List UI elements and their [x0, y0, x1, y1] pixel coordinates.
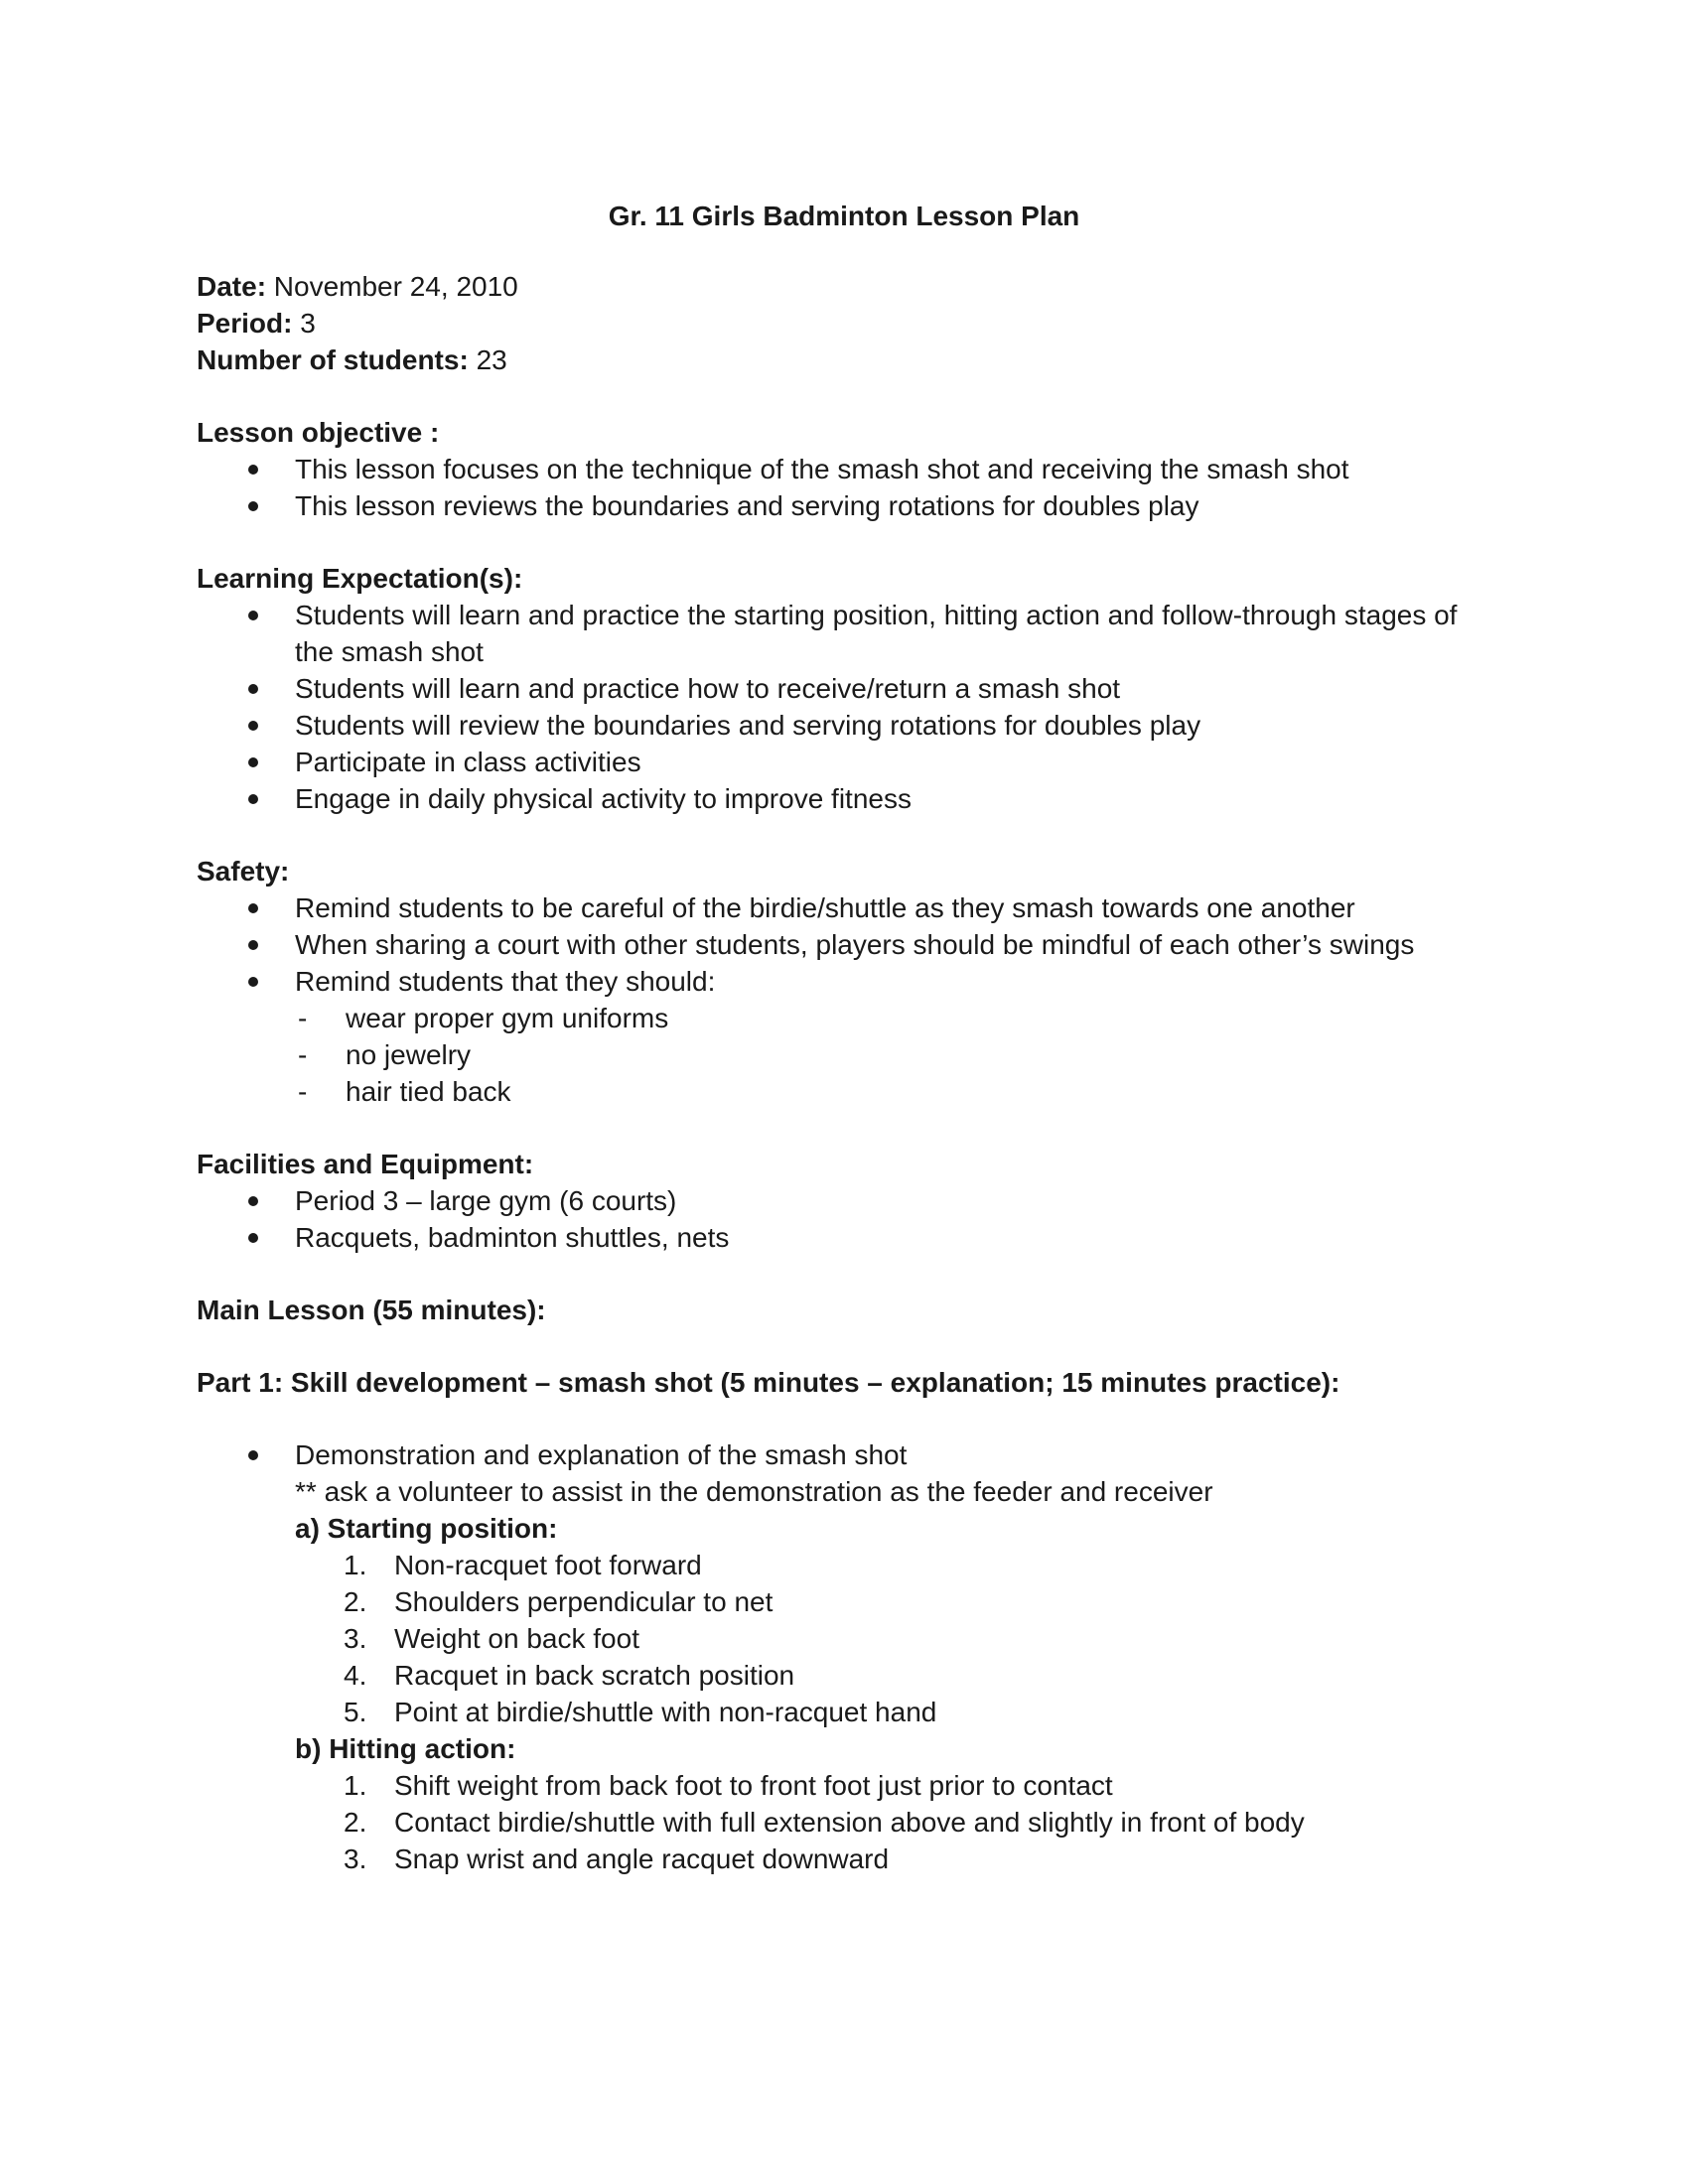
period-label: Period:	[197, 308, 293, 339]
dash-icon: -	[298, 1003, 308, 1033]
list-item: 3. Weight on back foot	[344, 1623, 639, 1654]
starting-position-heading: a) Starting position:	[295, 1513, 558, 1544]
date-line	[197, 268, 1507, 305]
bullet-icon	[248, 501, 258, 511]
objective-heading: Lesson objective :	[197, 417, 440, 448]
dash-icon: -	[298, 1076, 308, 1107]
bullet-icon	[248, 684, 258, 694]
list-item: Demonstration and explanation of the smash shot	[197, 1436, 1507, 1473]
bullet-icon	[248, 794, 258, 804]
safety-heading: Safety:	[197, 856, 290, 887]
bullet-icon	[248, 721, 258, 731]
list-item: This lesson reviews the boundaries and serving rotations for doubles play	[197, 487, 1507, 524]
list-item: Students will learn and practice the starting position, hitting action and follow-through stages of the smash shot	[197, 597, 1507, 670]
safety-sub-list	[197, 1000, 1507, 1110]
list-item: 3. Snap wrist and angle racquet downward	[344, 1843, 890, 1874]
list-item: - no jewelry	[197, 1036, 1507, 1073]
expectations-section	[197, 560, 1507, 817]
period-line	[197, 305, 1507, 341]
dash-icon: -	[298, 1039, 308, 1070]
bullet-icon	[248, 1233, 258, 1243]
students-value: 23	[476, 344, 507, 375]
main-lesson-heading: Main Lesson (55 minutes):	[197, 1295, 546, 1325]
list-item: Racquets, badminton shuttles, nets	[197, 1219, 1507, 1256]
facilities-heading: Facilities and Equipment:	[197, 1149, 534, 1179]
list-item: When sharing a court with other students, players should be mindful of each other’s swings	[197, 926, 1507, 963]
demo-note: ** ask a volunteer to assist in the demonstration as the feeder and receiver	[295, 1476, 1213, 1507]
students-line	[197, 341, 1507, 378]
safety-section	[197, 853, 1507, 1110]
expectations-list	[197, 597, 1507, 817]
expectations-heading: Learning Expectation(s):	[197, 563, 523, 594]
part1-section	[197, 1436, 1507, 1877]
part1-list	[197, 1436, 1507, 1473]
bullet-icon	[248, 757, 258, 767]
safety-list	[197, 889, 1507, 1000]
hitting-action-heading: b) Hitting action:	[295, 1733, 516, 1764]
starting-position-steps	[197, 1547, 1507, 1730]
list-item: 4. Racquet in back scratch position	[344, 1660, 795, 1691]
list-item: This lesson focuses on the technique of the smash shot and receiving the smash shot	[197, 451, 1507, 487]
list-item: Students will learn and practice how to receive/return a smash shot	[197, 670, 1507, 707]
objective-section	[197, 414, 1507, 524]
list-item: - wear proper gym uniforms	[197, 1000, 1507, 1036]
date-label: Date:	[197, 271, 267, 302]
list-item: Period 3 – large gym (6 courts)	[197, 1182, 1507, 1219]
list-item: Participate in class activities	[197, 744, 1507, 780]
list-item: 2. Shoulders perpendicular to net	[344, 1586, 774, 1617]
document-title: Gr. 11 Girls Badminton Lesson Plan	[608, 201, 1080, 231]
facilities-list	[197, 1182, 1507, 1256]
list-item: Remind students that they should:	[197, 963, 1507, 1000]
list-item: 1. Non-racquet foot forward	[344, 1550, 702, 1580]
list-item: Students will review the boundaries and serving rotations for doubles play	[197, 707, 1507, 744]
bullet-icon	[248, 903, 258, 913]
objective-list	[197, 451, 1507, 524]
period-value: 3	[300, 308, 316, 339]
bullet-icon	[248, 1196, 258, 1206]
hitting-action-steps	[197, 1767, 1507, 1877]
list-item: 5. Point at birdie/shuttle with non-racquet hand	[344, 1697, 937, 1727]
list-item: Remind students to be careful of the birdie/shuttle as they smash towards one another	[197, 889, 1507, 926]
document-body	[197, 268, 1507, 1877]
part1-heading: Part 1: Skill development – smash shot (5 minutes – explanation; 15 minutes practice):	[197, 1367, 1340, 1398]
students-label: Number of students:	[197, 344, 469, 375]
date-value: November 24, 2010	[273, 271, 518, 302]
bullet-icon	[248, 611, 258, 620]
list-item: 2. Contact birdie/shuttle with full extension above and slightly in front of body	[344, 1807, 1305, 1838]
list-item: Engage in daily physical activity to improve fitness	[197, 780, 1507, 817]
bullet-icon	[248, 465, 258, 475]
bullet-icon	[248, 1450, 258, 1460]
list-item: - hair tied back	[197, 1073, 1507, 1110]
bullet-icon	[248, 940, 258, 950]
lesson-info	[197, 268, 1507, 378]
bullet-icon	[248, 977, 258, 987]
list-item: 1. Shift weight from back foot to front foot just prior to contact	[344, 1770, 1113, 1801]
facilities-section	[197, 1146, 1507, 1256]
